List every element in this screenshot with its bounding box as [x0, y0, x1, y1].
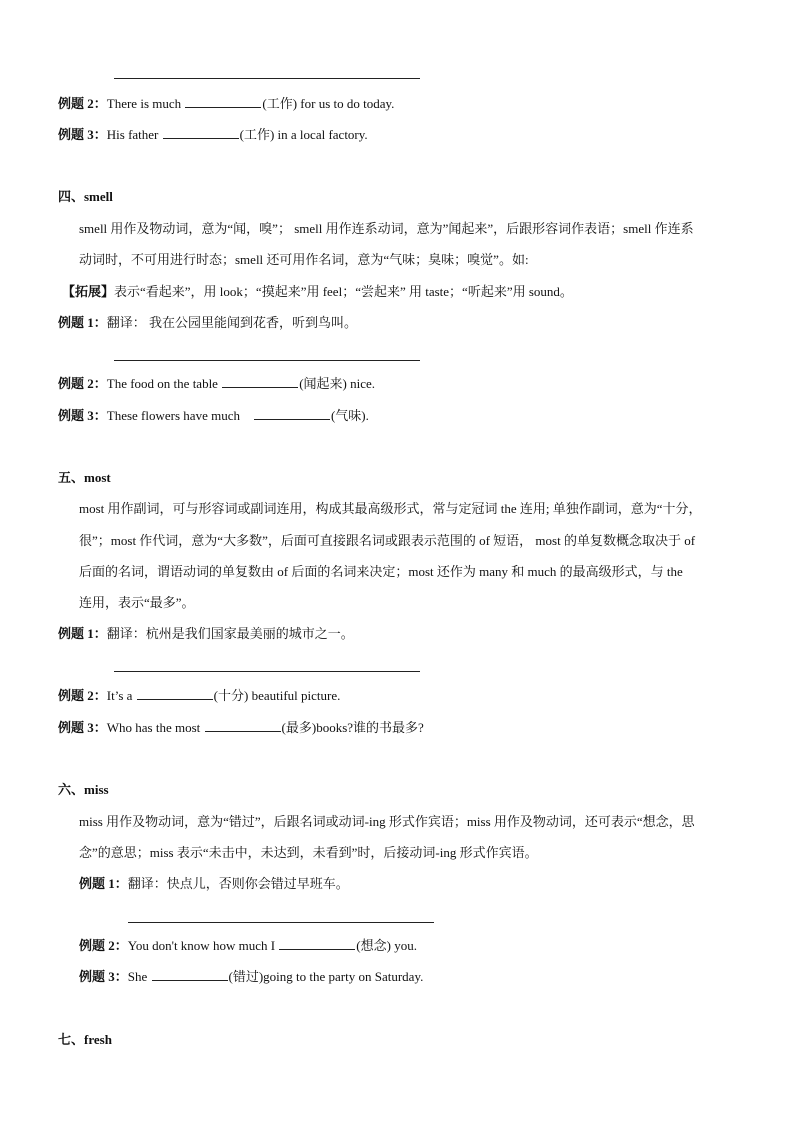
example-1 — [58, 314, 357, 332]
answer-line[interactable] — [114, 671, 420, 672]
paragraph-line: 连用，表示“最多”。 — [79, 595, 195, 610]
fill-blank[interactable] — [152, 968, 228, 981]
example-text: 翻译： 我在公园里能闻到花香，听到鸟叫。 — [106, 315, 358, 330]
example-1 — [58, 625, 354, 643]
example-text: There is much — [106, 96, 185, 111]
section-heading-miss: 六、miss — [58, 782, 109, 797]
example-text: (工作) in a local factory. — [239, 127, 368, 142]
example-2 — [58, 375, 375, 393]
answer-line[interactable] — [114, 360, 420, 361]
section-heading-fresh: 七、fresh — [58, 1032, 112, 1047]
answer-line[interactable] — [128, 922, 434, 923]
example-2 — [79, 937, 417, 955]
example-3 — [58, 719, 424, 737]
section-heading-smell: 四、smell — [58, 189, 113, 204]
fill-blank[interactable] — [137, 687, 213, 700]
extension-note — [62, 283, 573, 301]
example-text: Who has the most — [106, 720, 204, 735]
example-label: 例题 2： — [58, 96, 107, 111]
paragraph-line: 后面的名词，谓语动词的单复数由 of 后面的名词来决定；most 还作为 many 和 much 的最高级形式，与 the — [79, 564, 683, 579]
fill-blank[interactable] — [185, 95, 261, 108]
example-text: She — [127, 969, 151, 984]
example-text: 翻译：杭州是我们国家最美丽的城市之一。 — [106, 626, 354, 641]
paragraph-line: most 用作副词，可与形容词或副词连用，构成其最高级形式，常与定冠词 the 连用; 单独作副词，意为“十分， — [79, 501, 702, 516]
example-3 — [79, 968, 423, 986]
paragraph-line: 很”；most 作代词，意为“大多数”，后面可直接跟名词或跟表示范围的 of 短语， most 的单复数概念取决于 of — [79, 533, 696, 548]
example-label: 例题 1： — [79, 876, 128, 891]
example-text: The food on the table — [106, 376, 222, 391]
fill-blank[interactable] — [279, 937, 355, 950]
example-label: 例题 3： — [58, 127, 107, 142]
extension-tag: 【拓展】 — [62, 284, 115, 299]
fill-blank[interactable] — [254, 407, 330, 420]
example-label: 例题 1： — [58, 626, 107, 641]
example-2 — [58, 95, 394, 113]
example-text: (工作) for us to do today. — [262, 96, 395, 111]
fill-blank[interactable] — [222, 375, 298, 388]
example-label: 例题 2： — [79, 938, 128, 953]
example-text: These flowers have much — [106, 408, 253, 423]
example-text: (十分) beautiful picture. — [213, 688, 341, 703]
example-text: It’s a — [106, 688, 136, 703]
paragraph-line: 念”的意思；miss 表示“未击中，未达到，未看到”时，后接动词-ing 形式作宾语。 — [79, 845, 538, 860]
example-text: 翻译：快点儿，否则你会错过早班车。 — [127, 876, 349, 891]
example-text: (想念) you. — [356, 938, 417, 953]
section-heading-most: 五、most — [58, 470, 111, 485]
example-text: (错过)going to the party on Saturday. — [228, 969, 424, 984]
paragraph-line: smell 用作及物动词，意为“闻，嗅”； smell 用作连系动词，意为”闻起来”，后跟形容词作表语；smell 作连系 — [79, 221, 694, 236]
paragraph-line: miss 用作及物动词，意为“错过”，后跟名词或动词-ing 形式作宾语；miss 用作及物动词，还可表示“想念，思 — [79, 814, 695, 829]
paragraph-line: 动词时，不可用进行时态；smell 还可用作名词，意为“气味；臭味；嗅觉”。如: — [79, 252, 529, 267]
fill-blank[interactable] — [205, 719, 281, 732]
example-label: 例题 1： — [58, 315, 107, 330]
example-text: His father — [106, 127, 162, 142]
example-label: 例题 3： — [79, 969, 128, 984]
example-label: 例题 3： — [58, 408, 107, 423]
example-label: 例题 2： — [58, 688, 107, 703]
fill-blank[interactable] — [163, 126, 239, 139]
example-text: (气味). — [330, 408, 369, 423]
example-3 — [58, 126, 368, 144]
example-label: 例题 2： — [58, 376, 107, 391]
answer-line[interactable] — [114, 78, 420, 79]
example-1 — [79, 875, 349, 893]
example-2 — [58, 687, 340, 705]
example-label: 例题 3： — [58, 720, 107, 735]
example-text: You don't know how much I — [127, 938, 279, 953]
example-3 — [58, 407, 369, 425]
extension-text: 表示“看起来”，用 look；“摸起来”用 feel；“尝起来” 用 taste；“听起来”用 sound。 — [114, 284, 573, 299]
example-text: (闻起来) nice. — [299, 376, 376, 391]
example-text: (最多)books?谁的书最多? — [281, 720, 424, 735]
